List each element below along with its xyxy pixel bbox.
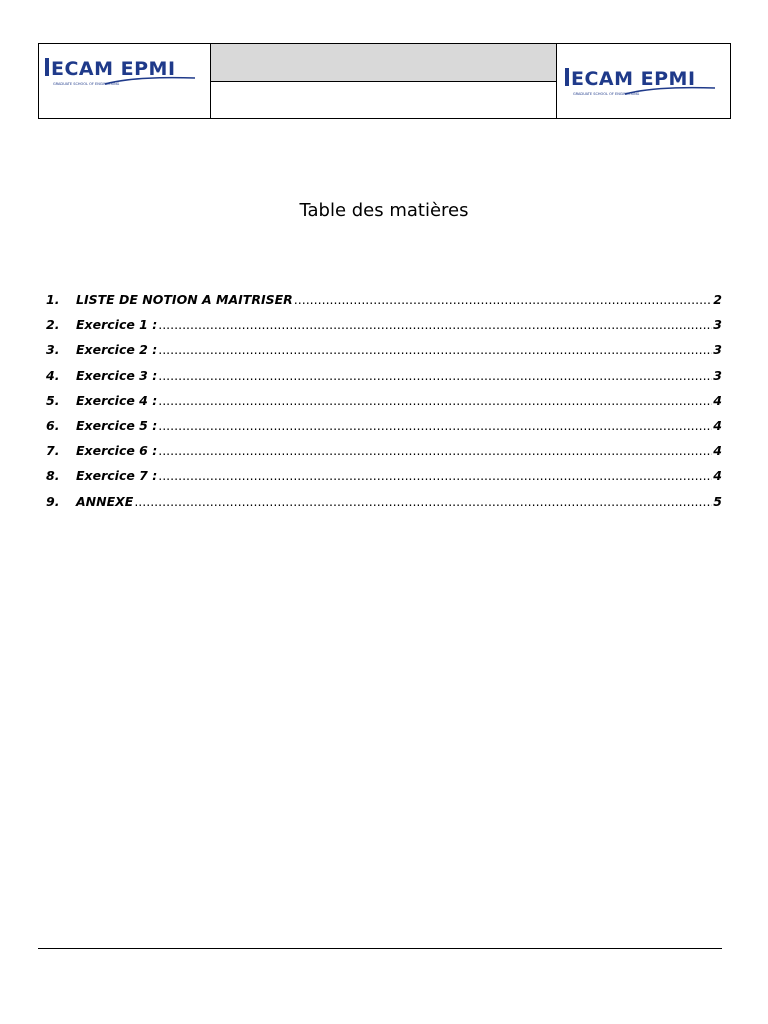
toc-entry-leader bbox=[158, 418, 712, 433]
table-of-contents bbox=[46, 292, 722, 519]
header-title-top bbox=[211, 44, 556, 82]
logo-left-tagline: GRADUATE SCHOOL OF ENGINEERING bbox=[53, 82, 120, 86]
toc-entry-leader bbox=[158, 443, 712, 458]
toc-entry-number: 6. bbox=[46, 417, 60, 433]
toc-entry-label[interactable]: LISTE DE NOTION A MAITRISER bbox=[76, 292, 293, 307]
toc-entry-leader bbox=[158, 317, 712, 332]
footer-divider bbox=[38, 948, 722, 949]
logo-right-wordmark: ECAM EPMI bbox=[571, 68, 696, 90]
toc-entry-number: 8. bbox=[46, 468, 60, 484]
header-logo-cell-left bbox=[39, 44, 211, 118]
ecam-epmi-logo-right bbox=[565, 66, 725, 100]
toc-entry-number: 7. bbox=[46, 443, 60, 459]
toc-entry-leader bbox=[134, 494, 712, 509]
toc-entry-page[interactable]: 5 bbox=[713, 493, 722, 509]
toc-entry-leader bbox=[158, 468, 712, 483]
toc-entry-leader bbox=[158, 342, 712, 357]
toc-entry[interactable] bbox=[46, 468, 722, 493]
toc-entry-page[interactable]: 3 bbox=[713, 317, 722, 333]
toc-entry-number: 9. bbox=[46, 493, 60, 509]
toc-entry-leader bbox=[158, 393, 712, 408]
toc-entry[interactable] bbox=[46, 342, 722, 367]
toc-entry-number: 1. bbox=[46, 292, 60, 307]
toc-title: Table des matières bbox=[299, 200, 469, 221]
ecam-epmi-logo-left bbox=[45, 56, 205, 90]
logo-left-wordmark: ECAM EPMI bbox=[51, 58, 176, 80]
toc-entry[interactable] bbox=[46, 443, 722, 468]
toc-entry-page[interactable]: 4 bbox=[713, 417, 722, 433]
toc-entry-number: 5. bbox=[46, 392, 60, 408]
toc-entry-page[interactable]: 2 bbox=[713, 292, 722, 307]
toc-entry-number: 4. bbox=[46, 367, 60, 383]
toc-entry-number: 2. bbox=[46, 317, 60, 333]
toc-entry-label[interactable]: Exercice 6 : bbox=[76, 443, 158, 459]
toc-entry[interactable] bbox=[46, 317, 722, 342]
toc-entry-number: 3. bbox=[46, 342, 60, 358]
toc-entry[interactable] bbox=[46, 368, 722, 393]
toc-entry[interactable] bbox=[46, 494, 722, 519]
toc-entry-page[interactable]: 3 bbox=[713, 367, 722, 383]
toc-entry-leader bbox=[158, 368, 712, 383]
document-header bbox=[38, 43, 731, 119]
toc-entry-page[interactable]: 4 bbox=[713, 392, 722, 408]
toc-entry-page[interactable]: 3 bbox=[713, 342, 722, 358]
toc-entry-label[interactable]: Exercice 4 : bbox=[76, 392, 158, 408]
toc-entry-page[interactable]: 4 bbox=[713, 443, 722, 459]
toc-entry[interactable] bbox=[46, 418, 722, 443]
logo-right-tagline: GRADUATE SCHOOL OF ENGINEERING bbox=[573, 92, 640, 96]
header-logo-cell-right bbox=[556, 44, 730, 118]
header-title-bottom bbox=[211, 82, 556, 118]
header-title-cell bbox=[211, 44, 556, 118]
toc-entry-label[interactable]: Exercice 3 : bbox=[76, 367, 158, 383]
toc-entry-label[interactable]: ANNEXE bbox=[76, 493, 134, 509]
toc-entry-label[interactable]: Exercice 1 : bbox=[76, 317, 158, 333]
toc-entry[interactable] bbox=[46, 292, 722, 317]
toc-entry-page[interactable]: 4 bbox=[713, 468, 722, 484]
toc-entry-label[interactable]: Exercice 7 : bbox=[76, 468, 158, 484]
toc-entry[interactable] bbox=[46, 393, 722, 418]
toc-entry-leader bbox=[294, 292, 713, 307]
toc-entry-label[interactable]: Exercice 5 : bbox=[76, 417, 158, 433]
toc-entry-label[interactable]: Exercice 2 : bbox=[76, 342, 158, 358]
